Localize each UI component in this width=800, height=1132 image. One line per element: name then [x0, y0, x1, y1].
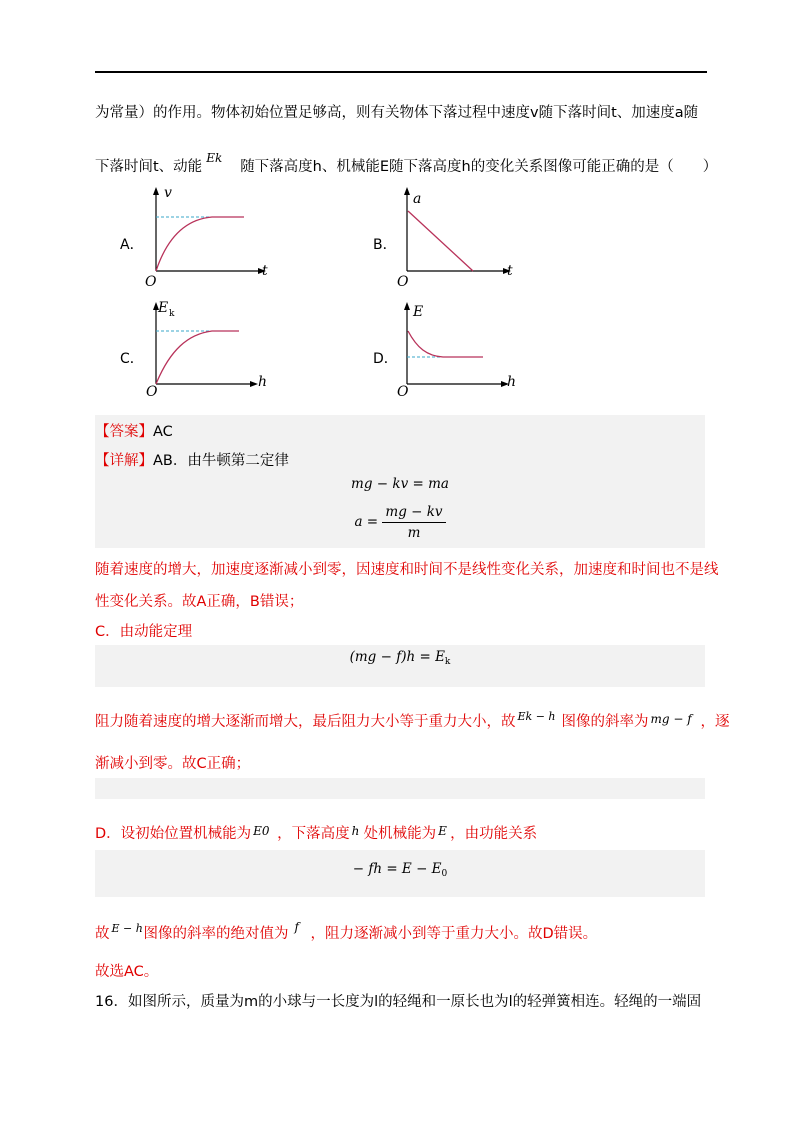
- formula-energy-main: − fh = E − E: [352, 861, 442, 877]
- graph-d-origin: O: [397, 384, 409, 400]
- graph-b: [373, 185, 523, 290]
- detail-line: [95, 449, 289, 470]
- question-intro-line2-pre: 下落时间t、动能: [95, 159, 203, 175]
- question-intro-line2-post: 随下落高度h、机械能E随下落高度h的变化关系图像可能正确的是（ ）: [240, 159, 718, 175]
- e-h-symbol: E − h: [111, 922, 143, 935]
- question-intro-line1: 为常量）的作用。物体初始位置足够高，则有关物体下落过程中速度v随下落时间t、加速度a随: [95, 105, 699, 121]
- formula-ke-sub: k: [444, 657, 451, 667]
- graph-c-origin: O: [146, 384, 158, 400]
- e-symbol: E: [438, 824, 447, 838]
- formula-acceleration-fraction: [382, 504, 445, 541]
- option-d: [373, 298, 523, 403]
- option-a-label: A．: [120, 237, 144, 253]
- explain-c-line1-a: 阻力随着速度的增大逐渐而增大，最后阻力大小等于重力大小，故: [95, 714, 516, 730]
- formula-acceleration: [95, 504, 705, 541]
- graph-d-x-label: h: [507, 374, 517, 390]
- formula-kinetic-energy: [95, 649, 705, 667]
- explain-d-line-d: ，由功能关系: [450, 826, 538, 842]
- graph-a: [120, 185, 270, 290]
- explain-c-head: C．由动能定理: [95, 624, 193, 640]
- explain-d-line-c: 处机械能为: [363, 826, 437, 842]
- next-question: 16．如图所示，质量为m的小球与一长度为l的轻绳和一原长也为l的轻弹簧相连。轻绳的一端固: [95, 994, 702, 1010]
- e0-symbol: E0: [253, 824, 270, 838]
- ek-symbol: Ek: [206, 151, 223, 165]
- answer-tag: 【答案】: [95, 424, 153, 440]
- graph-a-origin: O: [145, 274, 157, 290]
- explain-ab-line1: 随着速度的增大，加速度逐渐减小到零，因速度和时间不是线性变化关系，加速度和时间也不是线: [95, 562, 719, 578]
- graph-b-y-label: a: [413, 191, 422, 207]
- conclusion: 故选AC。: [95, 964, 159, 980]
- explain-d-line2: [95, 922, 597, 943]
- explain-d-line-b: ，下落高度: [277, 826, 350, 842]
- option-c-label: C．: [120, 351, 144, 367]
- explain-ab-line2: 性变化关系。故A正确，B错误；: [95, 594, 304, 610]
- formula-acceleration-denominator: m: [407, 525, 421, 541]
- h-symbol: h: [351, 824, 360, 838]
- explain-d2-b: 图像的斜率的绝对值为: [143, 926, 289, 942]
- explain-c-line1: [95, 710, 730, 731]
- formula-energy: [95, 861, 705, 879]
- option-b: [373, 185, 523, 290]
- detail-text: AB．由牛顿第二定律: [153, 453, 289, 469]
- solution-box-3: [95, 778, 705, 799]
- formula-newton: mg − kv = ma: [351, 476, 449, 492]
- graph-d: [373, 298, 523, 403]
- graph-b-x-label: t: [507, 263, 513, 279]
- formula-energy-sub: 0: [441, 869, 448, 879]
- graph-c: [120, 298, 270, 403]
- explain-d2-c: ，阻力逐渐减小到等于重力大小。故D错误。: [310, 926, 598, 942]
- formula-acceleration-lhs: a =: [354, 514, 379, 530]
- answer-value: AC: [153, 424, 173, 440]
- question-intro-line2: [95, 151, 718, 176]
- graph-c-y-label: E: [158, 300, 169, 316]
- option-b-label: B．: [373, 237, 397, 253]
- explain-c-line1-b: 图像的斜率为: [561, 714, 649, 730]
- explain-c-line1-c: ，逐: [700, 714, 730, 730]
- graph-d-y-label: E: [413, 304, 424, 320]
- ek-h-symbol: Ek − h: [517, 710, 556, 723]
- graph-a-x-label: t: [262, 263, 268, 279]
- option-d-label: D．: [373, 351, 398, 367]
- graph-a-y-label: v: [164, 185, 172, 201]
- option-a: [120, 185, 270, 290]
- graph-b-origin: O: [397, 274, 409, 290]
- explain-d-line-a: D．设初始位置机械能为: [95, 826, 252, 842]
- answer-line: [95, 420, 173, 441]
- formula-ke-main: (mg − f)h = E: [349, 649, 445, 665]
- option-c: [120, 298, 270, 403]
- slope-symbol: mg − f: [650, 712, 692, 726]
- graph-c-y-sub: k: [169, 309, 175, 319]
- f-symbol: f: [294, 920, 299, 934]
- explain-d2-a: 故: [95, 926, 110, 942]
- header-rule: [95, 71, 707, 73]
- graph-c-x-label: h: [258, 374, 268, 390]
- formula-acceleration-numerator: mg − kv: [382, 504, 445, 523]
- explain-c-line2: 渐减小到零。故C正确；: [95, 756, 251, 772]
- detail-tag: 【详解】: [95, 453, 153, 469]
- explain-d-line: [95, 822, 537, 843]
